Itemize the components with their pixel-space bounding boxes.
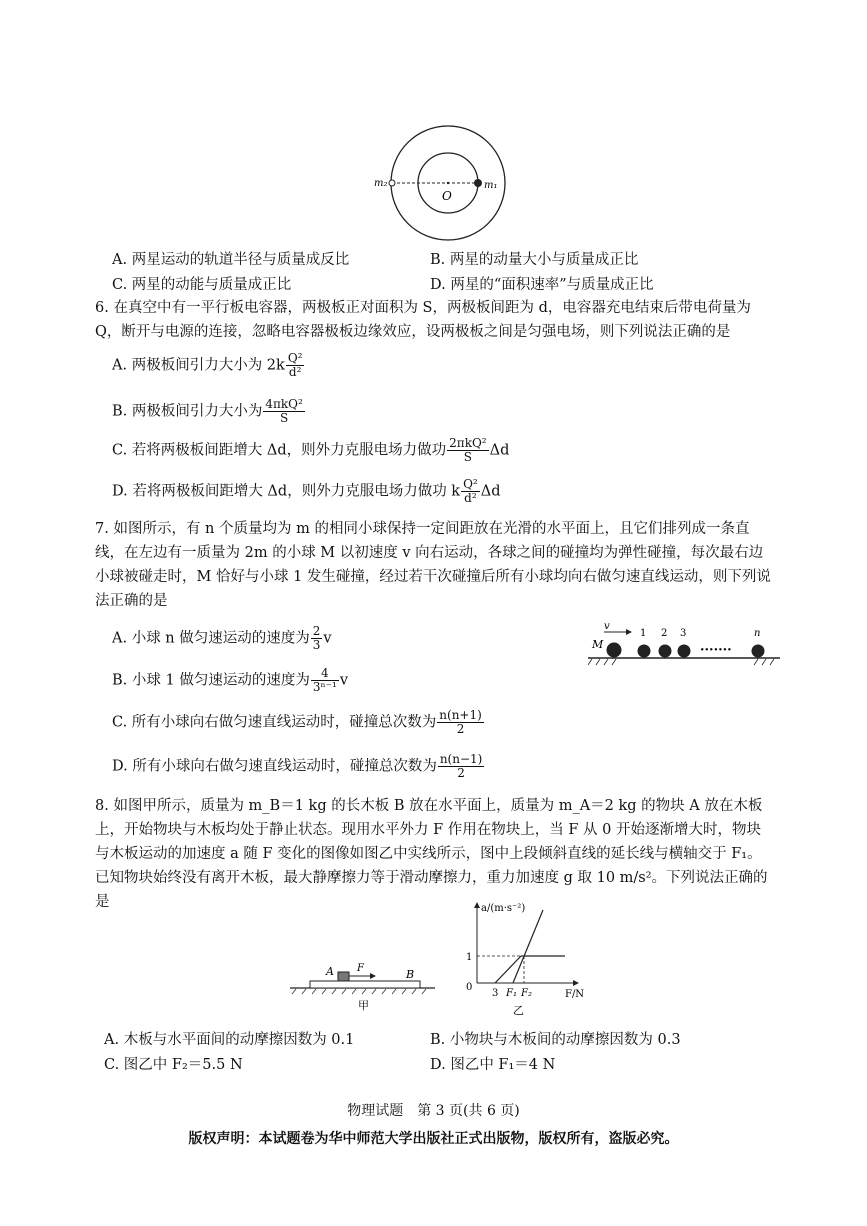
page-footer: 物理试题 第 3 页(共 6 页) (347, 1103, 520, 1119)
q7-option-a[interactable]: A. 小球 n 做匀速运动的速度为 $\frac{2}{3}$ v (112, 624, 332, 652)
x-axis-label: F/N (565, 989, 585, 1000)
balls-figure (588, 620, 783, 670)
caption-yi: 乙 (513, 1004, 524, 1017)
q7-option-b[interactable]: B. 小球 1 做匀速运动的速度为 $\frac{4}{\text{3ⁿ⁻¹}}$ v (112, 666, 349, 694)
q7-stem: 7. 如图所示，有 n 个质量均为 m 的相同小球保持一定间距放在光滑的水平面上，且它们排列成一条直线，在左边有一质量为 2m 的小球 M 以初速度 v 向右运动，各球之间的碰撞均为弹性碰撞，每次最右边小球被碰走时，M 恰好与小球 1 发生碰撞，经过若干次碰撞后所有小球均向右做匀速直线运动，则下列说法正确的是 (95, 521, 771, 609)
svg-text:3: 3 (680, 628, 687, 639)
ball-3 (678, 645, 691, 658)
velocity-label: v (604, 621, 610, 632)
svg-text:1: 1 (640, 628, 647, 639)
q5-option-d[interactable]: D. 两星的“面积速率”与质量成正比 (430, 277, 654, 293)
q8-stem: 8. 如图甲所示，质量为 m_B＝1 kg 的长木板 B 放在水平面上，质量为 m_A＝2 kg 的物块 A 放在木板上，开始物块与木板均处于静止状态。现用水平外力 F 作用在物块上，当 F 从 0 开始逐渐增大时，物块与木板运动的加速度 a 随 F 变化的图像如图乙中实线所示，图中上段倾斜直线的延长线与横轴交于 F₁。已知物块始终没有离开木板，最大静摩擦力等于滑动摩擦力，重力加速度 g 取 10 m/s²。下列说法正确的是 (95, 798, 768, 910)
board-B (310, 981, 420, 988)
svg-text:B: B (406, 968, 415, 981)
q6-option-b[interactable]: B. 两极板间引力大小为 $\frac{\text{4πkQ²}}{S}$ (112, 397, 303, 425)
svg-text:n: n (754, 628, 761, 639)
q5-option-a[interactable]: A. 两星运动的轨道半径与质量成反比 (112, 252, 350, 268)
q6-option-c[interactable]: C. 若将两极板间距增大 Δd，则外力克服电场力做功 $\frac{\text{2πkQ²}}{S}$ Δd (112, 436, 510, 464)
svg-text:0: 0 (466, 982, 473, 993)
q6-option-a[interactable]: A. 两极板间引力大小为 2k $\frac{\text{Q²}}{\text{d²}}$ (112, 351, 303, 379)
y-axis-label: a/(m·s⁻²) (481, 903, 526, 914)
caption-jia: 甲 (358, 999, 369, 1012)
label-m1: m₁ (484, 180, 498, 191)
label-m2: m₂ (374, 178, 388, 189)
svg-text:·······: ······· (700, 643, 732, 658)
ball-n (752, 645, 765, 658)
label-center: O (442, 189, 452, 203)
q5-option-b[interactable]: B. 两星的动量大小与质量成正比 (430, 252, 639, 268)
star-m1 (474, 179, 482, 187)
ball-M-label: M (592, 638, 604, 651)
figure-yi-graph (455, 898, 595, 1018)
ball-2 (659, 645, 672, 658)
block-A (338, 972, 349, 981)
svg-text:F₁: F₁ (506, 988, 517, 999)
svg-text:A: A (326, 965, 334, 978)
q8-option-a[interactable]: A. 木板与水平面间的动摩擦因数为 0.1 (104, 1032, 355, 1048)
svg-text:F: F (357, 963, 364, 974)
figure-jia (290, 958, 440, 1013)
q8-option-d[interactable]: D. 图乙中 F₁＝4 N (430, 1057, 556, 1073)
q6-option-d[interactable]: D. 若将两极板间距增大 Δd，则外力克服电场力做功 k $\frac{\text{Q²}}{\text{d²}}$ Δd (112, 477, 501, 505)
line-segment-1 (495, 956, 521, 983)
line-segment-steep (513, 910, 543, 983)
binary-star-figure (370, 120, 520, 245)
svg-text:3: 3 (492, 988, 499, 999)
svg-text:F₂: F₂ (521, 988, 532, 999)
svg-text:1: 1 (466, 952, 473, 963)
q5-option-c[interactable]: C. 两星的动能与质量成正比 (112, 277, 292, 293)
copyright-notice: 版权声明：本试题卷为华中师范大学出版社正式出版物，版权所有，盗版必究。 (188, 1131, 679, 1147)
q6-stem: 6. 在真空中有一平行板电容器，两极板正对面积为 S，两极板间距为 d，电容器充电结束后带电荷量为 Q，断开与电源的连接，忽略电容器极板边缘效应，设两极板之间是匀强电场，则下列说法正确的是 (95, 300, 751, 340)
ball-1 (638, 645, 651, 658)
q7-option-d[interactable]: D. 所有小球向右做匀速直线运动时，碰撞总次数为 $\frac{n(n-1)}{2}$ (112, 752, 483, 780)
q7-option-c[interactable]: C. 所有小球向右做匀速直线运动时，碰撞总次数为 $\frac{n(n+1)}{2}$ (112, 708, 482, 736)
star-m2 (389, 180, 395, 186)
q8-option-b[interactable]: B. 小物块与木板间的动摩擦因数为 0.3 (430, 1032, 681, 1048)
q8-option-c[interactable]: C. 图乙中 F₂＝5.5 N (104, 1057, 243, 1073)
ball-M (607, 643, 622, 658)
svg-text:2: 2 (661, 628, 668, 639)
